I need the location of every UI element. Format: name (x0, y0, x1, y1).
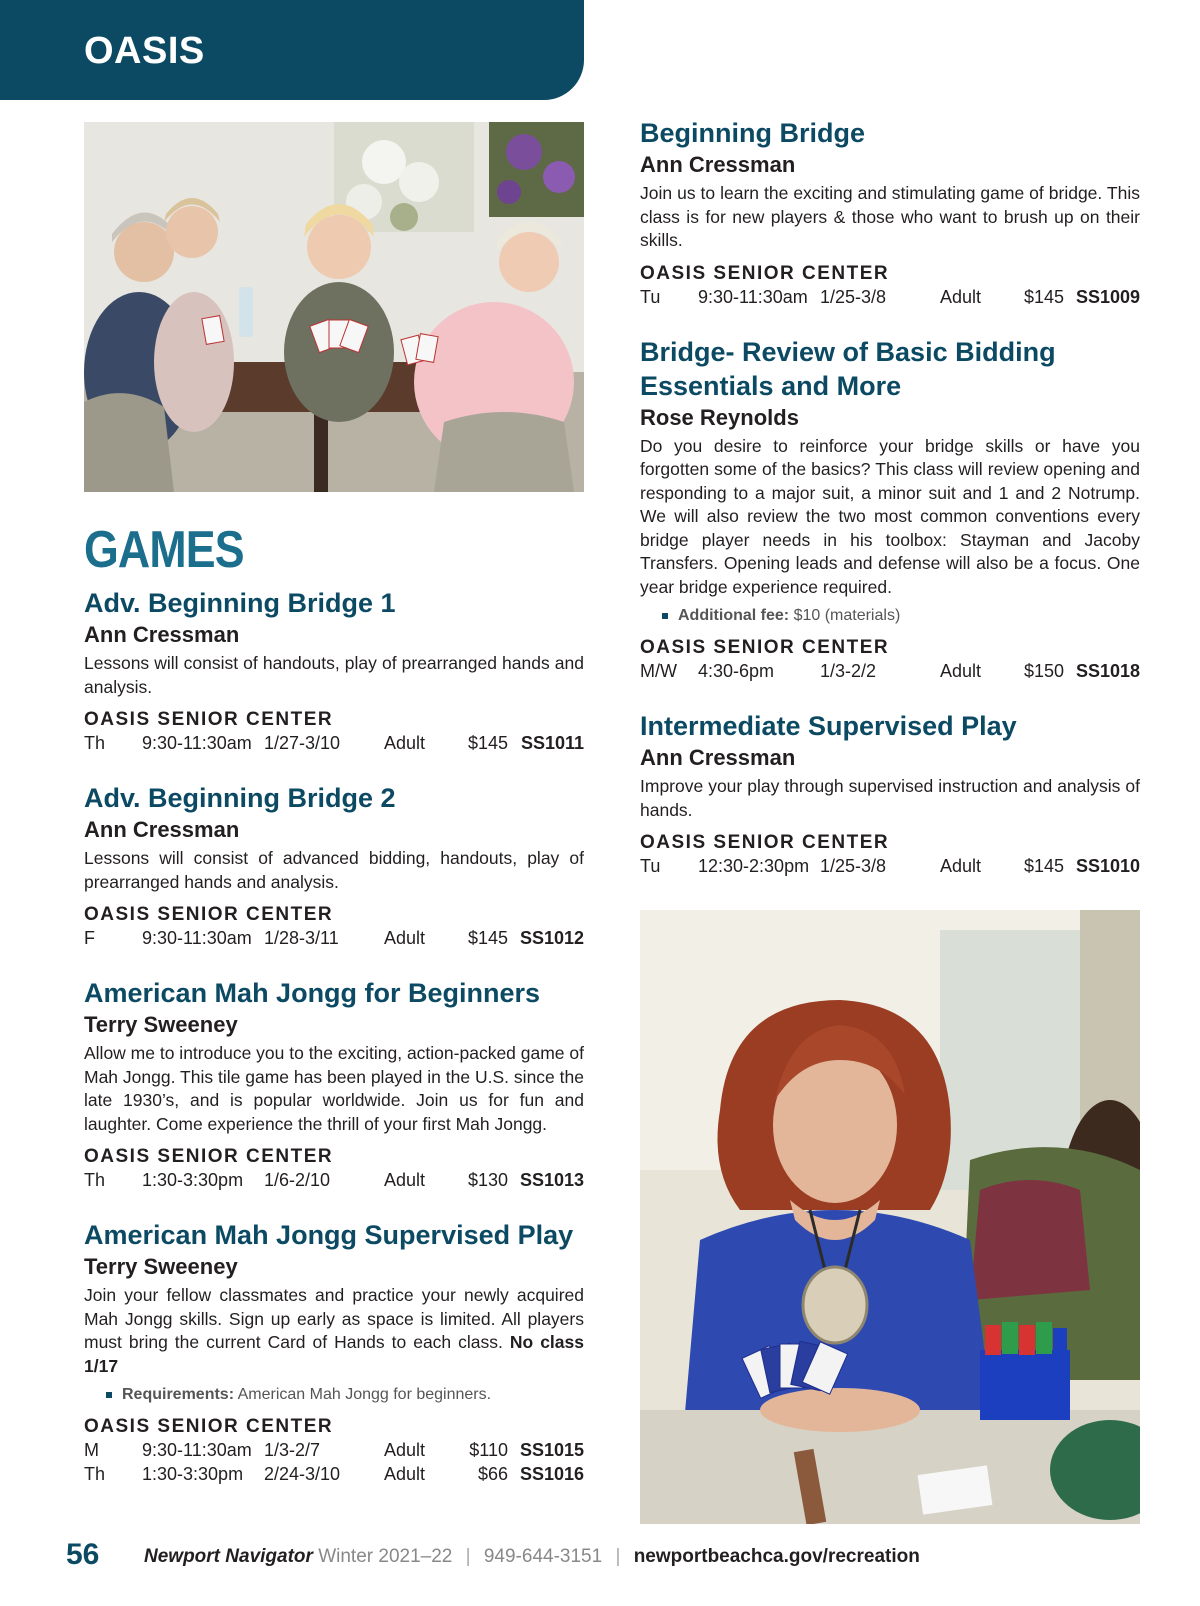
course-title: Intermediate Supervised Play (640, 711, 1017, 741)
banner-title: OASIS (84, 30, 205, 72)
schedule-time: 4:30-6pm (698, 661, 775, 681)
course-code: SS1018 (1075, 661, 1140, 681)
schedule-dates: 1/25-3/8 (820, 286, 887, 307)
schedule-age: Adult (384, 1170, 426, 1190)
course-location: OASIS SENIOR CENTER (84, 1146, 334, 1167)
publication-season: Winter 2021–22 (318, 1546, 453, 1567)
course-code: SS1012 (519, 928, 584, 948)
schedule-age: Adult (940, 661, 982, 681)
schedule-age: Adult (384, 1464, 426, 1484)
separator: | (465, 1546, 471, 1567)
schedule-time: 9:30-11:30am (698, 286, 808, 307)
schedule-age: Adult (384, 733, 426, 753)
schedule-dates: 1/6-2/10 (264, 1170, 331, 1190)
schedule-age: Adult (940, 286, 982, 307)
course-location: OASIS SENIOR CENTER (84, 1416, 334, 1437)
schedule-time: 1:30-3:30pm (142, 1464, 244, 1484)
course-description: Join us to learn the exciting and stimulating game of bridge. This class is for new players & those who want to brush up on their skills. (640, 183, 1140, 250)
schedule-row (84, 1438, 584, 1462)
course-instructor: Rose Reynolds (640, 404, 799, 430)
course-instructor: Ann Cressman (640, 152, 796, 177)
course-code: SS1009 (1075, 286, 1140, 307)
course-mah-jongg-supervised (84, 1218, 584, 1486)
course-mah-jongg-beginners (84, 976, 584, 1192)
course-code: SS1015 (519, 1440, 584, 1460)
schedule-day: Th (84, 1464, 106, 1484)
schedule-time: 9:30-11:30am (142, 928, 252, 948)
schedule-price: $110 (469, 1440, 508, 1460)
course-instructor: Terry Sweeney (84, 1012, 238, 1037)
requirements-note (106, 1384, 584, 1406)
website-link[interactable]: newportbeachca.gov/recreation (633, 1546, 920, 1567)
schedule-price: $130 (467, 1170, 508, 1190)
publication-name: Newport Navigator (144, 1546, 313, 1567)
course-code: SS1010 (1075, 856, 1140, 876)
description-text: Join your fellow classmates and practice your newly acquired Mah Jongg skills. Sign up early as space is limited. All players must bring the current Card of Hands to each class. (84, 1285, 584, 1352)
course-beginning-bridge (640, 116, 1140, 309)
schedule-age: Adult (384, 1440, 426, 1460)
schedule-price: $145 (1023, 856, 1064, 876)
schedule-price: $145 (1023, 286, 1064, 307)
course-location: OASIS SENIOR CENTER (84, 709, 334, 730)
course-location: OASIS SENIOR CENTER (640, 262, 890, 284)
course-description (84, 1284, 584, 1378)
footer-info (144, 1546, 920, 1568)
separator: | (615, 1546, 621, 1567)
schedule-dates: 1/27-3/10 (264, 733, 341, 753)
course-title: American Mah Jongg for Beginners (84, 978, 541, 1008)
schedule-price: $150 (1023, 661, 1064, 681)
schedule-price: $145 (467, 928, 508, 948)
phone-number: 949-644-3151 (483, 1546, 603, 1567)
schedule-row (640, 854, 1140, 878)
schedule-dates: 1/25-3/8 (820, 856, 887, 876)
schedule-age: Adult (384, 928, 426, 948)
schedule-row (84, 731, 584, 755)
schedule-day: Th (84, 733, 106, 753)
course-description: Lessons will consist of advanced bidding, handouts, play of prearranged hands and analysis. (84, 848, 584, 892)
additional-fee-note (662, 605, 1140, 627)
no-class-note: No class 1/17 (84, 1332, 584, 1376)
course-title: American Mah Jongg Supervised Play (84, 1220, 574, 1250)
schedule-time: 9:30-11:30am (142, 1440, 252, 1460)
schedule-row (84, 926, 584, 950)
schedule-day: M (84, 1440, 99, 1460)
note-text: $10 (materials) (793, 607, 901, 624)
course-description: Improve your play through supervised instruction and analysis of hands. (640, 776, 1140, 820)
left-column (84, 520, 584, 1512)
course-title: Adv. Beginning Bridge 1 (84, 588, 396, 618)
schedule-row (84, 1168, 584, 1192)
section-banner (0, 0, 584, 100)
course-instructor: Ann Cressman (640, 745, 796, 770)
course-bridge-review-bidding (640, 335, 1140, 684)
course-instructor: Ann Cressman (84, 817, 240, 842)
course-title: Bridge- Review of Basic Bidding Essentials and More (640, 336, 1056, 401)
course-description: Lessons will consist of handouts, play of prearranged hands and analysis. (84, 653, 584, 697)
course-code: SS1011 (520, 733, 584, 753)
schedule-row (640, 659, 1140, 683)
schedule-age: Adult (940, 856, 982, 876)
course-description: Do you desire to reinforce your bridge skills or have you forgotten some of the basics? This class will review opening and responding to a major suit, a minor suit and 1 and 2 Notrump. We will also review the two most common conventions every bridge player needs in his toolbox: Stayman and Jacoby Transfers. Opening leads and defense will also be a focus. One year bridge experience required. (640, 435, 1140, 597)
course-instructor: Terry Sweeney (84, 1254, 238, 1279)
schedule-day: F (84, 928, 95, 948)
schedule-day: Tu (640, 856, 661, 876)
bullet-icon (662, 613, 668, 619)
bullet-icon (106, 1392, 112, 1398)
section-heading-games: GAMES (84, 521, 244, 579)
photo-card-player (640, 910, 1140, 1524)
schedule-dates: 1/3-2/7 (264, 1440, 321, 1460)
course-location: OASIS SENIOR CENTER (84, 904, 334, 925)
schedule-day: M/W (640, 661, 677, 681)
schedule-dates: 2/24-3/10 (264, 1464, 341, 1484)
schedule-dates: 1/28-3/11 (264, 928, 339, 948)
schedule-time: 12:30-2:30pm (698, 856, 810, 876)
note-label: Additional fee: (678, 607, 790, 624)
schedule-price: $66 (477, 1464, 508, 1484)
schedule-row (84, 1462, 584, 1486)
note-text: American Mah Jongg for beginners. (237, 1386, 492, 1403)
course-intermediate-supervised-play (640, 709, 1140, 878)
course-code: SS1013 (519, 1170, 584, 1190)
photo-bridge-players (84, 122, 584, 492)
right-column (640, 116, 1140, 904)
page-number: 56 (66, 1538, 100, 1571)
course-adv-beginning-bridge-2 (84, 781, 584, 950)
schedule-row (640, 285, 1140, 309)
course-code: SS1016 (519, 1464, 584, 1484)
course-adv-beginning-bridge-1 (84, 586, 584, 755)
schedule-day: Th (84, 1170, 106, 1190)
schedule-time: 9:30-11:30am (142, 733, 252, 753)
course-location: OASIS SENIOR CENTER (640, 832, 890, 853)
course-title: Adv. Beginning Bridge 2 (84, 783, 396, 813)
schedule-time: 1:30-3:30pm (142, 1170, 244, 1190)
schedule-price: $145 (467, 733, 508, 753)
page-footer (0, 1538, 1200, 1578)
course-location: OASIS SENIOR CENTER (640, 637, 890, 658)
schedule-dates: 1/3-2/2 (820, 661, 877, 681)
course-title: Beginning Bridge (640, 118, 865, 148)
note-label: Requirements: (122, 1386, 235, 1403)
course-description: Allow me to introduce you to the exciting, action-packed game of Mah Jongg. This tile game has been played in the U.S. since the late 1930’s, and is popular worldwide. Join us for fun and laughter. Come experience the thrill of your first Mah Jongg. (84, 1043, 584, 1134)
course-instructor: Ann Cressman (84, 622, 240, 647)
schedule-day: Tu (640, 286, 661, 307)
